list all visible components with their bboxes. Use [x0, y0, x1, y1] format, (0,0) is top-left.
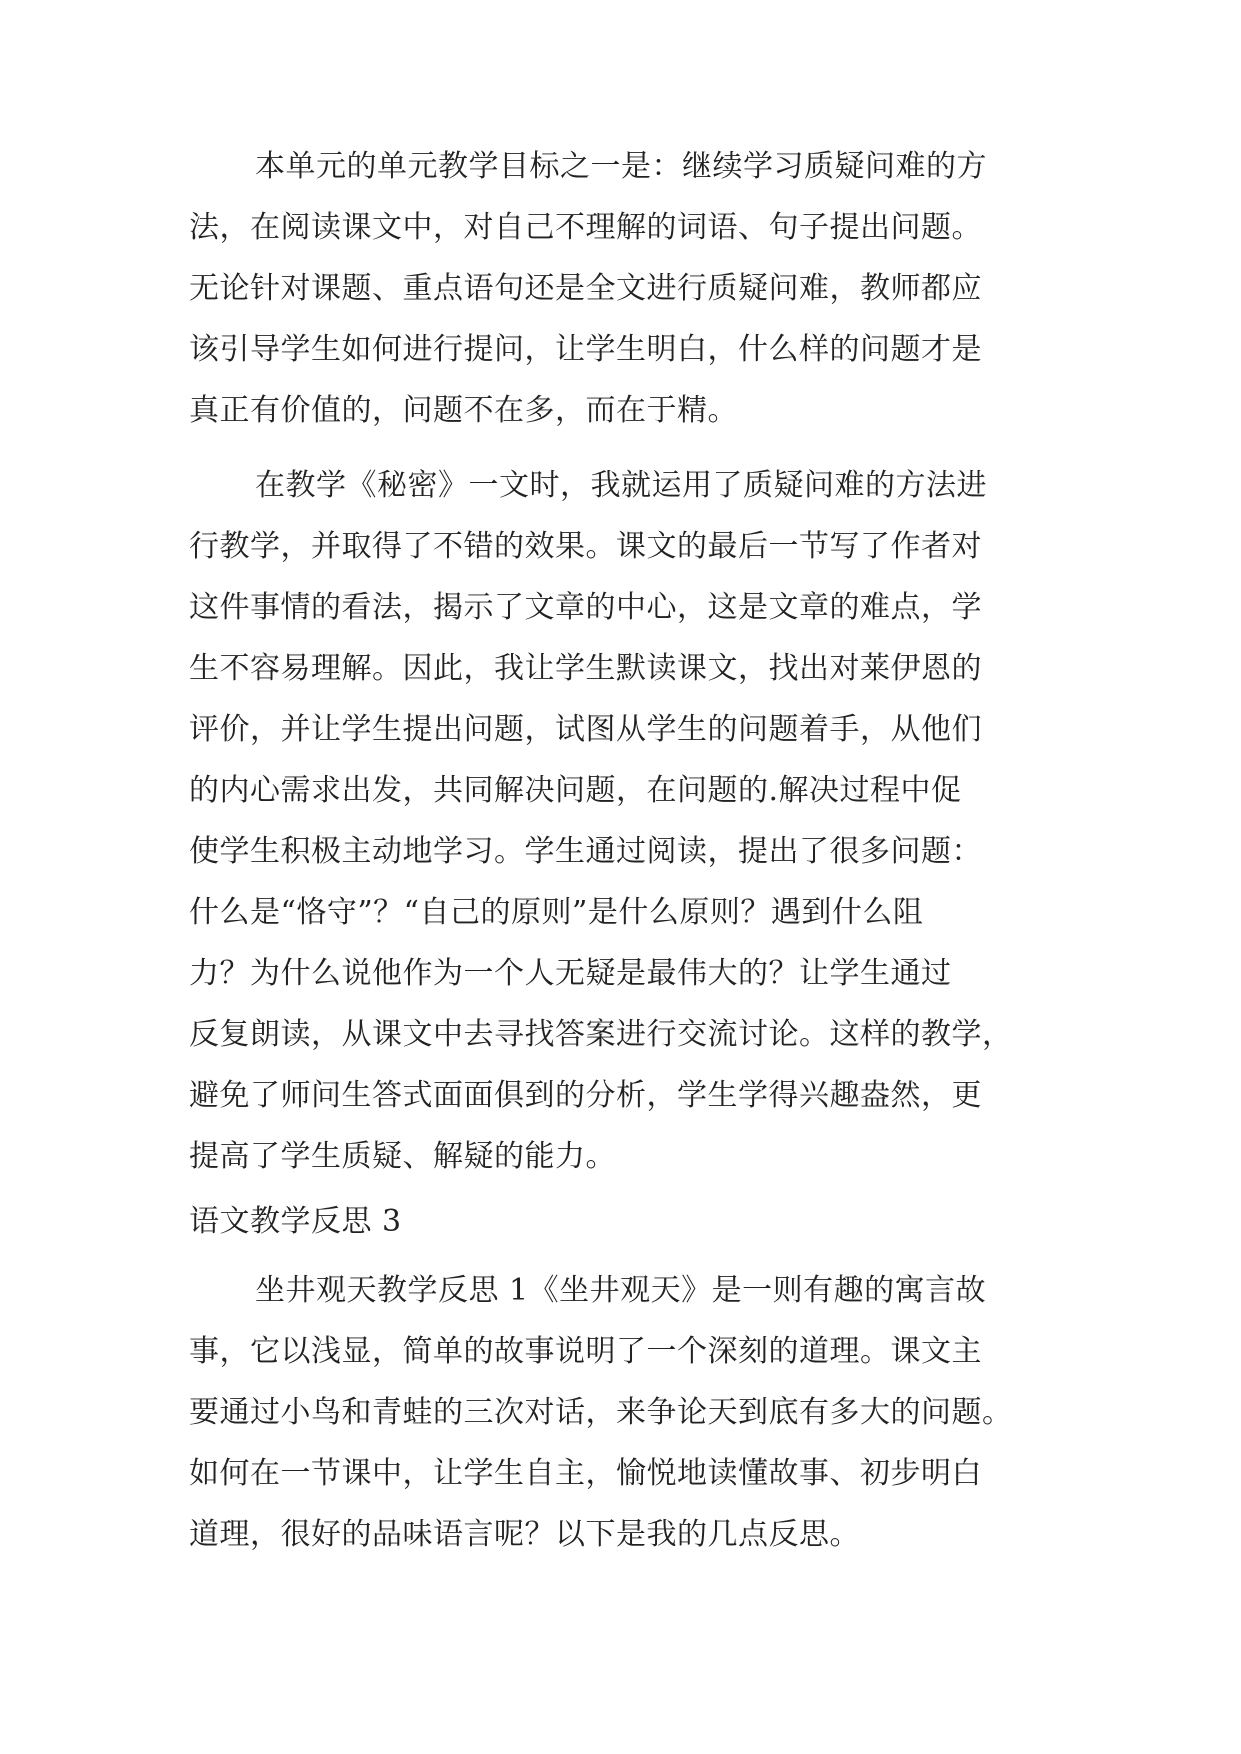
paragraph-1 — [189, 136, 1069, 441]
text-line: 提高了学生质疑、解疑的能力。 — [189, 1139, 616, 1174]
text-line: 该引导学生如何进行提问，让学生明白，什么样的问题才是 — [189, 332, 982, 367]
text-line: 法，在阅读课文中，对自己不理解的词语、句子提出问题。 — [189, 210, 982, 245]
paragraph-2 — [189, 455, 1069, 1187]
section-title: 语文教学反思 3 — [189, 1204, 402, 1239]
text-line: 这件事情的看法，揭示了文章的中心，这是文章的难点，学 — [189, 590, 982, 625]
text-line: 什么是“恪守”？“自己的原则”是什么原则？遇到什么阻 — [189, 895, 924, 930]
paragraph-3 — [189, 1260, 1069, 1565]
text-line: 使学生积极主动地学习。学生通过阅读，提出了很多问题： — [189, 834, 982, 869]
text-line: 生不容易理解。因此，我让学生默读课文，找出对莱伊恩的 — [189, 651, 982, 686]
text-line: 的内心需求出发，共同解决问题，在问题的.解决过程中促 — [189, 773, 962, 808]
section-heading — [189, 1191, 1069, 1252]
text-line: 道理，很好的品味语言呢？以下是我的几点反思。 — [189, 1517, 860, 1552]
text-line: 行教学，并取得了不错的效果。课文的最后一节写了作者对 — [189, 529, 982, 564]
text-line: 评价，并让学生提出问题，试图从学生的问题着手，从他们 — [189, 712, 982, 747]
text-line: 在教学《秘密》一文时，我就运用了质疑问难的方法进 — [255, 468, 987, 503]
text-line: 如何在一节课中，让学生自主，愉悦地读懂故事、初步明白 — [189, 1456, 982, 1491]
text-line: 本单元的单元教学目标之一是：继续学习质疑问难的方 — [255, 149, 987, 184]
text-line: 避免了师问生答式面面俱到的分析，学生学得兴趣盎然，更 — [189, 1078, 982, 1113]
text-line: 反复朗读，从课文中去寻找答案进行交流讨论。这样的教学， — [189, 1017, 1013, 1052]
text-line: 无论针对课题、重点语句还是全文进行质疑问难，教师都应 — [189, 271, 982, 306]
text-line: 坐井观天教学反思 1《坐井观天》是一则有趣的寓言故 — [255, 1273, 987, 1308]
text-line: 事，它以浅显，简单的故事说明了一个深刻的道理。课文主 — [189, 1334, 982, 1369]
text-line: 真正有价值的，问题不在多，而在于精。 — [189, 393, 738, 428]
text-line: 力？为什么说他作为一个人无疑是最伟大的？让学生通过 — [189, 956, 952, 991]
text-line: 要通过小鸟和青蛙的三次对话，来争论天到底有多大的问题。 — [189, 1395, 1013, 1430]
